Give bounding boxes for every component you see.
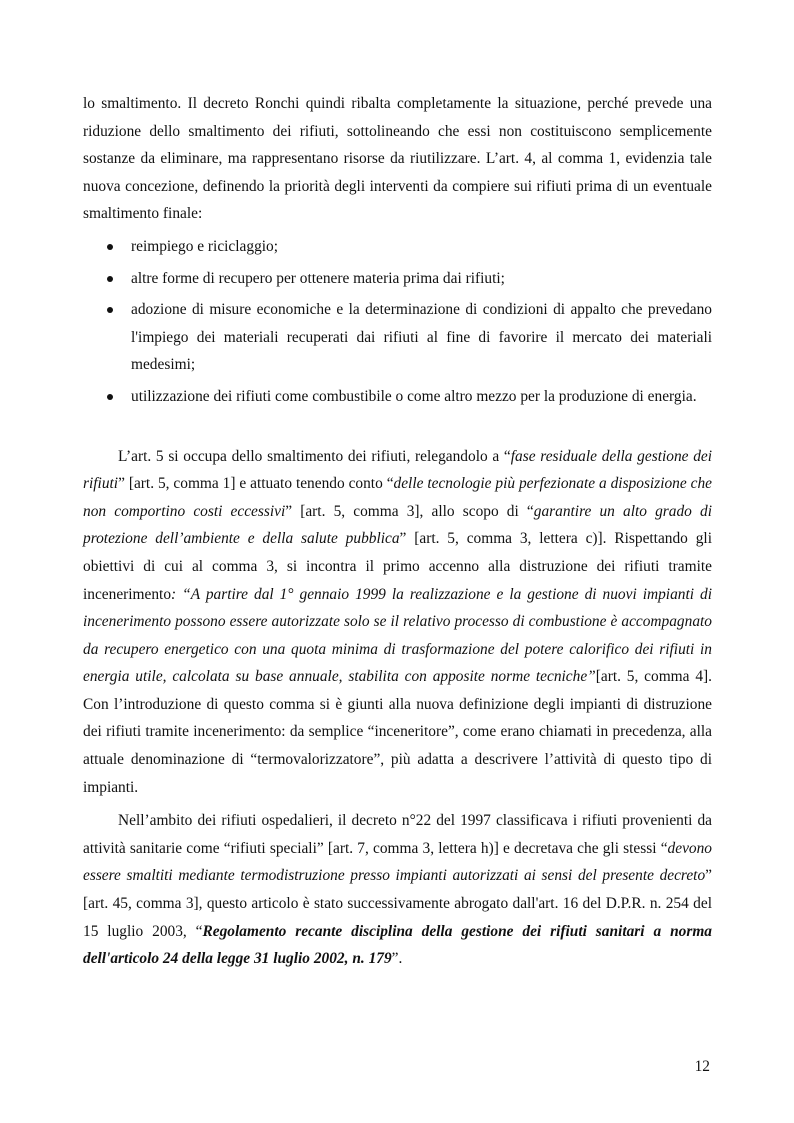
document-page <box>83 90 712 973</box>
paragraph-intro: lo smaltimento. Il decreto Ronchi quindi ribalta completamente la situazione, perché prevede una riduzione dello smaltimento dei rifiuti, sottolineando che essi non costituiscono semplicemente sostanze da eliminare, ma rappresentano risorse da riutilizzare. L’art. 4, al comma 1, evidenzia tale nuova concezione, definendo la priorità degli interventi da compiere sui rifiuti prima di un eventuale smaltimento finale: <box>83 95 712 223</box>
list-item: reimpiego e riciclaggio; <box>83 233 712 261</box>
page-number: 12 <box>694 1058 710 1075</box>
bullet-icon <box>107 276 113 282</box>
list-item: utilizzazione dei rifiuti come combustibile o come altro mezzo per la produzione di energia. <box>83 383 712 411</box>
bullet-icon <box>107 394 113 400</box>
list-item: adozione di misure economiche e la determinazione di condizioni di appalto che prevedano l'impiego dei materiali recuperati dai rifiuti al fine di favorire il mercato dei materiali medesimi; <box>83 296 712 379</box>
bullet-icon <box>107 244 113 250</box>
paragraph-art5: L’art. 5 si occupa dello smaltimento dei rifiuti, relegandolo a “fase residuale della gestione dei rifiuti” [art. 5, comma 1] e attuato tenendo conto “delle tecnologie più perfezionate a disposizione che non comportino costi eccessivi” [art. 5, comma 3], allo scopo di “garantire un alto grado di protezione dell’ambiente e della salute pubblica” [art. 5, comma 3, lettera c)]. Rispettando gli obiettivi di cui al comma 3, si incontra il primo accenno alla distruzione dei rifiuti tramite incenerimento: “A partire dal 1° gennaio 1999 la realizzazione e la gestione di nuovi impianti di incenerimento possono essere autorizzate solo se il relativo processo di combustione è accompagnato da recupero energetico con una quota minima di trasformazione del potere calorifico dei rifiuti in energia utile, calcolata su base annuale, stabilita con apposite norme tecniche”[art. 5, comma 4]. Con l’introduzione di questo comma si è giunti alla nuova definizione degli impianti di distruzione dei rifiuti tramite incenerimento: da semplice “inceneritore”, come erano chiamati in precedenza, alla attuale denominazione di “termovalorizzatore”, più adatta a descrivere l’attività di questo tipo di impianti. <box>83 447 713 796</box>
priority-list <box>83 233 712 411</box>
bullet-icon <box>107 307 113 313</box>
paragraph-hospital-waste: Nell’ambito dei rifiuti ospedalieri, il decreto n°22 del 1997 classificava i rifiuti provenienti da attività sanitarie come “rifiuti speciali” [art. 7, comma 3, lettera h)] e decretava che gli stessi “devono essere smaltiti mediante termodistruzione presso impianti autorizzati ai sensi del presente decreto” [art. 45, comma 3], questo articolo è stato successivamente abrogato dall'art. 16 del D.P.R. n. 254 del 15 luglio 2003, “Regolamento recante disciplina della gestione dei rifiuti sanitari a norma dell'articolo 24 della legge 31 luglio 2002, n. 179”. <box>83 812 712 968</box>
list-item: altre forme di recupero per ottenere materia prima dai rifiuti; <box>83 265 712 293</box>
